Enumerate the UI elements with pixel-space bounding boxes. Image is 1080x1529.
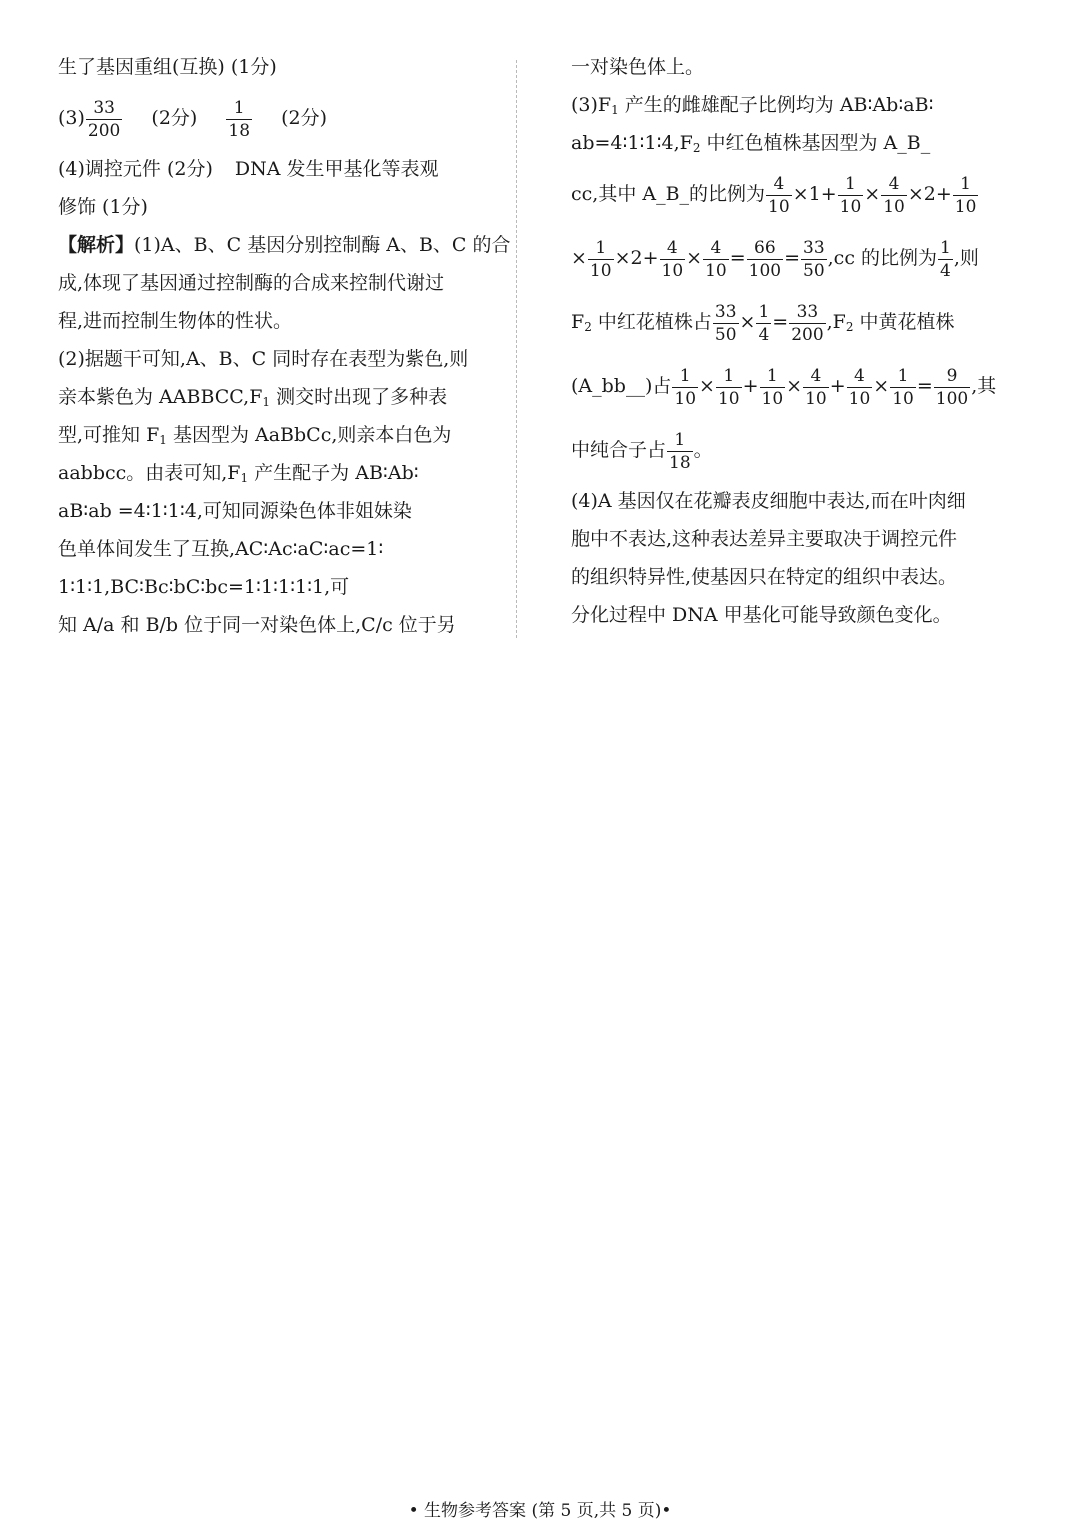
formula-line: × $\frac{1}{10}$ ×2+ $\frac{4}{10}$ × $\frac{4}{10}$ = $\frac{66}{100}$ = $\frac{33}{50}$ ,cc 的比例为 $\frac{1}{4}$ ,则 bbox=[571, 237, 979, 281]
answer-column-left bbox=[58, 48, 511, 644]
answer-line: 生了基因重组(互换) (1分) bbox=[58, 56, 277, 78]
answer-column-right bbox=[571, 48, 1011, 634]
analysis-line: (2)据题干可知,A、B、C 同时存在表型为紫色,则 bbox=[58, 348, 469, 370]
analysis-tag: 【解析】 bbox=[58, 234, 135, 256]
page-footer: • 生物参考答案 (第 5 页,共 5 页)• bbox=[408, 1501, 672, 1521]
fraction: $\frac{33}{50}$ bbox=[803, 237, 825, 281]
fraction: $\frac{1}{4}$ bbox=[940, 237, 951, 281]
q3-label: (3) bbox=[58, 107, 85, 129]
fraction: $\frac{1}{18}$ bbox=[228, 97, 251, 141]
formula-line: (A_bb__)占 $\frac{1}{10}$ × $\frac{1}{10}$ + $\frac{1}{10}$ × $\frac{4}{10}$ + $\frac{4}{10}$ × $\frac{1}{10}$ = $\frac{9}{100}$ ,其 bbox=[571, 365, 997, 409]
fraction: $\frac{1}{10}$ bbox=[839, 173, 862, 217]
fraction: $\frac{1}{10}$ bbox=[674, 365, 697, 409]
analysis-line: 型,可推知 $F_1$ 基因型为 AaBbCc,则亲本白色为 bbox=[58, 424, 452, 447]
analysis-line: 分化过程中 DNA 甲基化可能导致颜色变化。 bbox=[571, 604, 952, 626]
answer-line-q3 bbox=[58, 86, 492, 150]
analysis-line: $ab=4∶1∶1∶4,F_2$ 中红色植株基因型为 A_B_ bbox=[571, 132, 931, 155]
analysis-line: 成,体现了基因通过控制酶的合成来控制代谢过 bbox=[58, 272, 445, 294]
fraction: $\frac{1}{10}$ bbox=[717, 365, 740, 409]
fraction: $\frac{1}{10}$ bbox=[761, 365, 784, 409]
fraction: $\frac{4}{10}$ bbox=[661, 237, 684, 281]
fraction: $\frac{33}{50}$ bbox=[714, 301, 737, 345]
score: (2分) bbox=[281, 107, 327, 129]
analysis-line: (4)A 基因仅在花瓣表皮细胞中表达,而在叶肉细 bbox=[571, 490, 966, 512]
analysis-line: $(3)F_1$ 产生的雌雄配子比例均为 AB∶Ab∶aB∶ bbox=[571, 94, 934, 117]
fraction: $\frac{1}{10}$ bbox=[589, 237, 612, 281]
analysis-line: 色单体间发生了互换,AC∶Ac∶aC∶ac=1∶ bbox=[58, 538, 384, 560]
analysis-line: 程,进而控制生物体的性状。 bbox=[58, 310, 293, 332]
fraction: $\frac{33}{200}$ bbox=[791, 301, 824, 345]
fraction: $\frac{4}{10}$ bbox=[768, 173, 790, 217]
fraction: $\frac{9}{100}$ bbox=[935, 365, 969, 409]
fraction: $\frac{66}{100}$ bbox=[748, 237, 782, 281]
analysis-line: 亲本紫色为 $AABBCC,F_1$ 测交时出现了多种表 bbox=[58, 386, 448, 409]
formula-line: $F_2$ 中红花植株占 $\frac{33}{50}$ × $\frac{1}{4}$ = $\frac{33}{200}$ $,F_2$ 中黄花植株 bbox=[571, 301, 955, 345]
fraction: $\frac{4}{10}$ bbox=[705, 237, 727, 281]
fraction: $\frac{1}{10}$ bbox=[892, 365, 914, 409]
analysis-line: aabbcc。由表可知$,F_1$ 产生配子为 AB∶Ab∶ bbox=[58, 462, 419, 485]
analysis-line: 1∶1∶1,BC∶Bc∶bC∶bc=1∶1∶1∶1∶1,可 bbox=[58, 576, 350, 598]
analysis-line: 【解析】(1)A、B、C 基因分别控制酶 A、B、C 的合 bbox=[58, 234, 511, 256]
fraction: $\frac{1}{4}$ bbox=[758, 301, 770, 345]
fraction: $\frac{4}{10}$ bbox=[883, 173, 905, 217]
analysis-line: 胞中不表达,这种表达差异主要取决于调控元件 bbox=[571, 528, 958, 550]
fraction: $\frac{4}{10}$ bbox=[848, 365, 871, 409]
analysis-line: 一对染色体上。 bbox=[571, 56, 705, 78]
fraction: $\frac{1}{10}$ bbox=[954, 173, 977, 217]
analysis-line: 知 A/a 和 B/b 位于同一对染色体上,C/c 位于另 bbox=[58, 614, 456, 636]
analysis-line: 的组织特异性,使基因只在特定的组织中表达。 bbox=[571, 566, 958, 588]
score: (2分) bbox=[151, 107, 198, 129]
fraction: $\frac{1}{18}$ bbox=[669, 429, 691, 473]
fraction: $\frac{4}{10}$ bbox=[805, 365, 827, 409]
formula-line: cc,其中 A_B_的比例为 $\frac{4}{10}$ ×1+ $\frac{1}{10}$ × $\frac{4}{10}$ ×2+ $\frac{1}{10}$ bbox=[571, 173, 977, 217]
analysis-line: aB∶ab =4∶1∶1∶4,可知同源染色体非姐妹染 bbox=[58, 500, 412, 522]
formula-line: 中纯合子占 $\frac{1}{18}$ 。 bbox=[571, 429, 713, 473]
answer-line: 修饰 (1分) bbox=[58, 196, 148, 218]
answer-line-q4: (4)调控元件 (2分) DNA 发生甲基化等表观 bbox=[58, 158, 439, 180]
fraction: $\frac{33}{200}$ bbox=[87, 97, 121, 141]
column-divider bbox=[516, 60, 517, 638]
